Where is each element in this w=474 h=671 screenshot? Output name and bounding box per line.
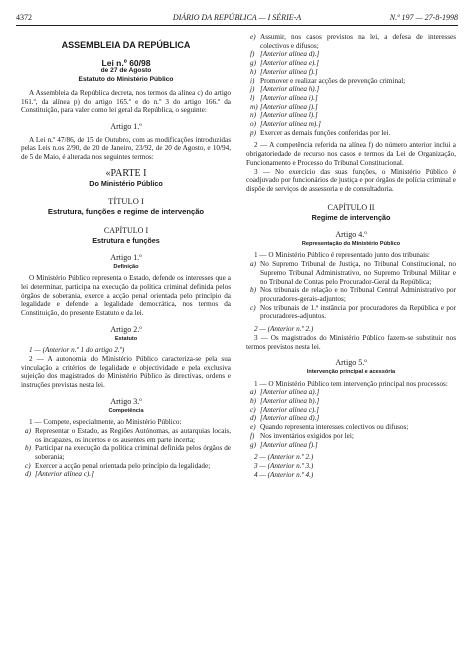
article-subtitle: Intervenção principal e acessória — [306, 368, 396, 375]
article-paragraph: 2 — (Anterior n.º 2.) — [254, 453, 314, 462]
chapter-subtitle: Regime de intervenção — [311, 213, 391, 223]
chapter-heading: CAPÍTULO II — [327, 202, 375, 212]
list-item: g) [Anterior alínea e).] — [250, 59, 319, 68]
article-paragraph: 3 — (Anterior n.º 3.) — [254, 461, 314, 470]
article-subtitle: Definição — [113, 263, 139, 270]
law-date: de 27 de Agosto — [100, 67, 152, 75]
article-heading: Artigo 4.º — [335, 230, 367, 240]
article-subtitle: Representação do Ministério Público — [301, 240, 401, 247]
article-subtitle: Competência — [108, 407, 144, 414]
article-paragraph: 1 — O Ministério Público é representado junto dos tribunais: — [254, 251, 430, 260]
issue-number: N.º 197 — 27-8-1998 — [389, 13, 458, 22]
list-item: e) Assumir, nos casos previstos na lei, a defesa de interesses colectivos e difusos; — [250, 33, 456, 50]
list-item: p) Exercer as demais funções conferidas por lei. — [250, 128, 391, 137]
article-paragraph: 1 — O Ministério Público tem intervenção principal nos processos: — [254, 379, 448, 388]
page-number: 4372 — [16, 13, 32, 22]
list-item: i) Promover e realizar acções de prevenção criminal; — [250, 76, 406, 85]
left-column — [21, 33, 231, 479]
right-column — [246, 33, 456, 479]
assembly-heading: ASSEMBLEIA DA REPÚBLICA — [61, 40, 191, 50]
article-paragraph: O Ministério Público representa o Estado, defende os interesses que a lei determinar, participa na execução da política criminal definida pelos órgãos de soberania, exerce a acção penal orientada pelo princípio da legalidade e defende a legalidade democrática, nos termos da Constituição, do presente Estatuto e da lei. — [21, 274, 231, 318]
list-item: l) [Anterior alínea i).] — [250, 93, 318, 102]
journal-title: DIÁRIO DA REPÚBLICA — I SÉRIE-A — [172, 13, 302, 22]
article-paragraph: 3 — No exercício das suas funções, o Ministério Público é coadjuvado por funcionários de justiça e por órgãos de polícia criminal e dispõe de serviços de assessoria e de consultadoria. — [246, 167, 456, 193]
list-item: o) [Anterior alínea m).] — [250, 120, 321, 129]
header-rule — [16, 25, 458, 26]
list-item: a) Representar o Estado, as Regiões Autónomas, as autarquias locais, os incapazes, os incertos e os ausentes em parte incerta; — [25, 426, 231, 444]
law-subject: Estatuto do Ministério Público — [78, 76, 174, 84]
list-item: e) Quando representa interesses colectivos ou difusos; — [250, 423, 409, 432]
article-paragraph: 1 — (Anterior n.º 1 do artigo 2.º) — [29, 346, 125, 355]
law-number: Lei n.º 60/98 — [101, 57, 151, 68]
list-item: c) [Anterior alínea c).] — [250, 405, 319, 414]
list-item: f) Nos inventários exigidos por lei; — [250, 431, 354, 440]
list-item: b) Participar na execução da política criminal definida pelos órgãos de soberania; — [25, 444, 231, 462]
list-item: a) No Supremo Tribunal de Justiça, no Tribunal Constitucional, no Supremo Tribunal Administrativo, no Supremo Tribunal Militar e no Tribunal de Contas pelo Procurador-Geral da República; — [250, 260, 456, 286]
list-item: b) [Anterior alínea b).] — [250, 397, 320, 406]
article-heading: Artigo 1.º — [110, 252, 142, 262]
list-item: n) [Anterior alínea l).] — [250, 111, 318, 120]
article-paragraph: 2 — A competência referida na alínea f) do número anterior inclui a obrigatoriedade de recurso nos casos e termos da Lei de Organização, Funcionamento e Processo do Tribunal Constitucional. — [246, 141, 456, 167]
list-item: g) [Anterior alínea f).] — [250, 440, 318, 449]
part-heading: «PARTE I — [105, 167, 147, 179]
list-item: d) [Anterior alínea c).] — [25, 470, 94, 479]
item-list — [246, 388, 456, 449]
list-item: c) Nos tribunais de 1.ª instância por procuradores da República e por procuradores-adjuntos. — [250, 303, 456, 321]
chapter-heading: CAPÍTULO I — [103, 225, 149, 235]
page-header — [16, 13, 458, 27]
article-paragraph: A Lei n.º 47/86, de 15 de Outubro, com as modificações introduzidas pelas Leis n.os 2/90, de 20 de Janeiro, 23/92, de 20 de Agosto, e 10/94, de 5 de Maio, é alterada nos seguintes termos: — [21, 135, 231, 162]
item-list — [21, 427, 231, 479]
list-item: f) [Anterior alínea d).] — [250, 50, 320, 59]
part-subtitle: Do Ministério Público — [89, 179, 163, 189]
title-heading: TÍTULO I — [108, 196, 144, 207]
article-paragraph: 2 — (Anterior n.º 2.) — [254, 325, 314, 334]
article-paragraph: 1 — Compete, especialmente, ao Ministério Público: — [29, 418, 182, 427]
intro-paragraph: A Assembleia da República decreta, nos termos da alínea c) do artigo 161.º, da alínea p) do artigo 165.º e do n.º 3 do artigo 166.º da Constituição, para valer como lei geral da República, o seguinte: — [21, 88, 231, 115]
list-item: h) [Anterior alínea f).] — [250, 67, 318, 76]
article-paragraph: 3 — Os magistrados do Ministério Público fazem-se substituir nos termos previstos nesta lei. — [246, 333, 456, 351]
article-paragraph: 4 — (Anterior n.º 4.) — [254, 470, 314, 479]
chapter-subtitle: Estrutura e funções — [92, 236, 160, 246]
article-heading: Artigo 2.º — [110, 324, 142, 334]
list-item: b) Nos tribunais de relação e no Tribunal Central Administrativo por procuradores-gerais-adjuntos; — [250, 286, 456, 303]
article-heading: Artigo 1.º — [110, 121, 142, 131]
article-subtitle: Estatuto — [114, 335, 138, 342]
list-item: j) [Anterior alínea h).] — [250, 85, 320, 94]
list-item: c) Exercer a acção penal orientada pelo princípio da legalidade; — [25, 461, 211, 470]
list-item: a) [Anterior alínea a).] — [250, 388, 320, 397]
list-item: m) [Anterior alínea j).] — [250, 102, 318, 111]
list-item: d) [Anterior alínea d).] — [250, 414, 320, 423]
article-heading: Artigo 3.º — [110, 396, 142, 406]
title-subtitle: Estrutura, funções e regime de intervenção — [47, 206, 205, 216]
item-list — [246, 33, 456, 137]
article-paragraph: 2 — A autonomia do Ministério Público caracteriza-se pela sua vinculação a critérios de legalidade e objectividade e pela exclusiva sujeição dos magistrados do Ministério Público às directivas, ordens e instruções previstas nesta lei. — [21, 354, 231, 390]
article-heading: Artigo 5.º — [335, 358, 367, 368]
item-list — [246, 260, 456, 321]
